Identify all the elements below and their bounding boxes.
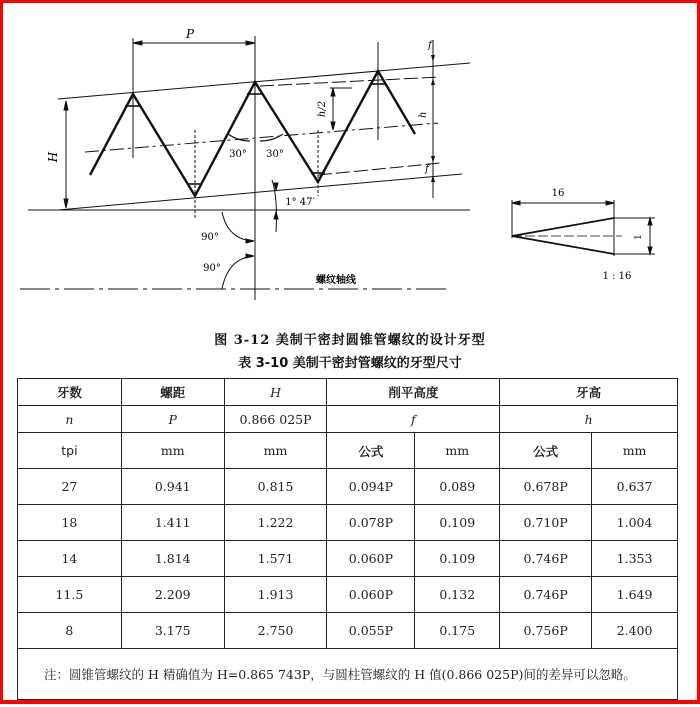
unit-p: mm bbox=[121, 433, 224, 469]
cell-toothh-mm: 2.400 bbox=[592, 613, 678, 649]
taper-inset bbox=[512, 200, 655, 256]
right-angle-bottom: 90° bbox=[203, 263, 221, 274]
taper-length-label: 16 bbox=[551, 188, 565, 199]
cell-f-formula: 0.060P bbox=[327, 541, 415, 577]
cell-f-mm: 0.089 bbox=[415, 469, 500, 505]
cell-toothh-mm: 0.637 bbox=[592, 469, 678, 505]
figure-caption: 图 3-12 美制干密封圆锥管螺纹的设计牙型 bbox=[214, 333, 486, 348]
unit-f-formula: 公式 bbox=[327, 433, 415, 469]
cell-f-mm: 0.109 bbox=[415, 541, 500, 577]
pitch-label: P bbox=[185, 27, 195, 41]
crest-line bbox=[58, 63, 470, 99]
right-angle-top: 90° bbox=[201, 232, 219, 243]
thread-profile-figure bbox=[0, 0, 700, 320]
cell-n: 18 bbox=[18, 505, 122, 541]
cell-p: 1.411 bbox=[121, 505, 224, 541]
thread-dimension-table bbox=[17, 378, 678, 700]
cell-toothh-formula: 0.678P bbox=[500, 469, 592, 505]
cell-toothh-formula: 0.746P bbox=[500, 577, 592, 613]
cell-toothh-mm: 1.649 bbox=[592, 577, 678, 613]
unit-n: tpi bbox=[18, 433, 122, 469]
table-row bbox=[18, 577, 678, 613]
cell-f-formula: 0.078P bbox=[327, 505, 415, 541]
axis-label: 螺纹轴线 bbox=[316, 275, 356, 286]
cell-h: 0.815 bbox=[224, 469, 327, 505]
cell-h: 2.750 bbox=[224, 613, 327, 649]
cell-n: 11.5 bbox=[18, 577, 122, 613]
cell-h: 1.222 bbox=[224, 505, 327, 541]
cell-f-mm: 0.109 bbox=[415, 505, 500, 541]
cell-f-formula: 0.055P bbox=[327, 613, 415, 649]
header-h-sym: H bbox=[224, 379, 327, 406]
cell-f-mm: 0.175 bbox=[415, 613, 500, 649]
header-n-sym: n bbox=[18, 406, 122, 433]
header-n-zh: 牙数 bbox=[18, 379, 122, 406]
header-p-zh: 螺距 bbox=[121, 379, 224, 406]
unit-toothh-formula: 公式 bbox=[500, 433, 592, 469]
cell-n: 14 bbox=[18, 541, 122, 577]
taper-diameter-label: 1 bbox=[634, 234, 644, 240]
cell-p: 2.209 bbox=[121, 577, 224, 613]
unit-h: mm bbox=[224, 433, 327, 469]
cell-h: 1.913 bbox=[224, 577, 327, 613]
cell-toothh-formula: 0.746P bbox=[500, 541, 592, 577]
cell-toothh-formula: 0.710P bbox=[500, 505, 592, 541]
height-label: H bbox=[46, 151, 60, 163]
cell-toothh-mm: 1.353 bbox=[592, 541, 678, 577]
header-h-formula: 0.866 025P bbox=[224, 406, 327, 433]
cell-n: 27 bbox=[18, 469, 122, 505]
cell-h: 1.571 bbox=[224, 541, 327, 577]
flank-angle-left: 30° bbox=[229, 149, 247, 160]
tooth-height-label: h bbox=[418, 111, 429, 118]
table-row bbox=[18, 613, 678, 649]
cell-f-formula: 0.060P bbox=[327, 577, 415, 613]
table-row bbox=[18, 541, 678, 577]
half-height-label: h/2 bbox=[317, 100, 328, 118]
taper-angle-label: 1° 47′ bbox=[285, 197, 315, 208]
table-note: 注：圆锥管螺纹的 H 精确值为 H=0.865 743P，与圆柱管螺纹的 H 值(0.866 025P)间的差异可以忽略。 bbox=[18, 649, 678, 700]
truncation-bottom-label: f bbox=[425, 164, 429, 175]
cell-f-formula: 0.094P bbox=[327, 469, 415, 505]
taper-ratio-label: 1 : 16 bbox=[602, 271, 632, 282]
table-row bbox=[18, 505, 678, 541]
header-toothh-zh: 牙高 bbox=[500, 379, 678, 406]
root-line bbox=[58, 174, 462, 210]
thread-flanks bbox=[90, 71, 415, 196]
table-row bbox=[18, 469, 678, 505]
header-f-zh: 削平高度 bbox=[327, 379, 500, 406]
cell-p: 3.175 bbox=[121, 613, 224, 649]
cell-toothh-formula: 0.756P bbox=[500, 613, 592, 649]
truncation-top-label: f bbox=[428, 40, 432, 51]
cell-f-mm: 0.132 bbox=[415, 577, 500, 613]
cell-p: 1.814 bbox=[121, 541, 224, 577]
unit-f-mm: mm bbox=[415, 433, 500, 469]
cell-toothh-mm: 1.004 bbox=[592, 505, 678, 541]
cell-p: 0.941 bbox=[121, 469, 224, 505]
header-p-sym: P bbox=[121, 406, 224, 433]
cell-n: 8 bbox=[18, 613, 122, 649]
flank-angle-right: 30° bbox=[266, 149, 284, 160]
header-f-sym: f bbox=[327, 406, 500, 433]
header-toothh-sym: h bbox=[500, 406, 678, 433]
table-title: 表 3-10 美制干密封管螺纹的牙型尺寸 bbox=[238, 356, 462, 371]
unit-toothh-mm: mm bbox=[592, 433, 678, 469]
